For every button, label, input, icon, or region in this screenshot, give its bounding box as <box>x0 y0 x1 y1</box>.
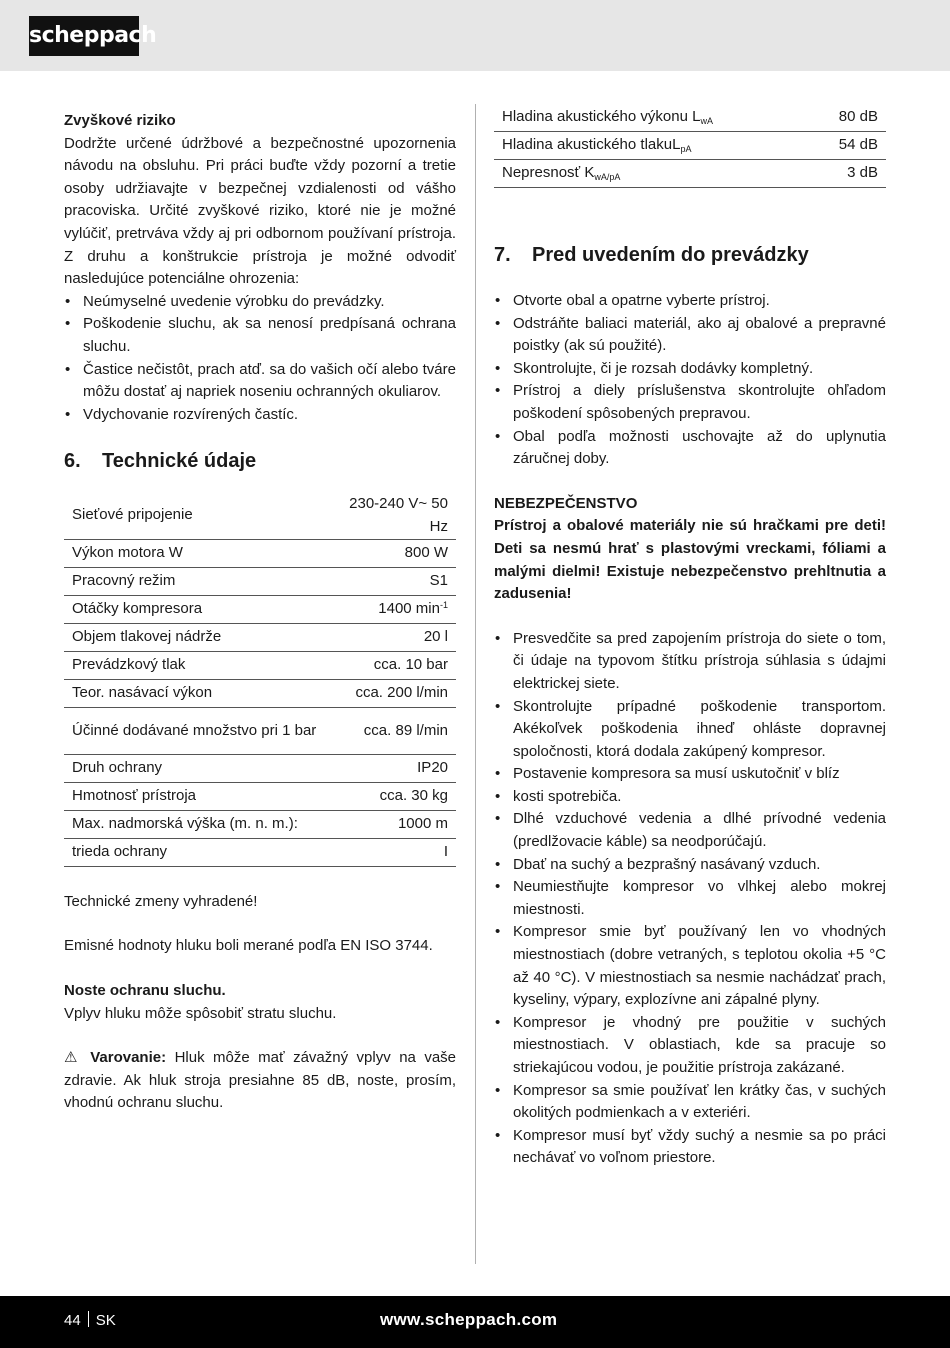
noise-values-table <box>494 104 886 188</box>
spec-value: 20 l <box>336 623 456 651</box>
residual-risk-heading: Zvyškové riziko <box>64 112 176 129</box>
noise-label-subscript: wA/pA <box>594 172 621 183</box>
column-divider <box>475 104 476 1264</box>
spec-value: 1000 m <box>336 810 456 838</box>
page-header <box>0 0 950 71</box>
table-row <box>494 160 886 188</box>
noise-label-text: Nepresnosť K <box>502 164 595 182</box>
spec-label: Hmotnosť prístroja <box>64 782 336 810</box>
hearing-protection-text: Vplyv hluku môže spôsobiť stratu sluchu. <box>64 1004 337 1022</box>
list-item: • Postavenie kompresora sa musí uskutočniť v blíz <box>494 763 886 786</box>
section-title: Pred uvedením do prevádzky <box>532 244 809 266</box>
list-item: • Poškodenie sluchu, ak sa nenosí predpísaná ochrana sluchu. <box>64 313 456 358</box>
table-row <box>64 782 456 810</box>
noise-label <box>494 160 809 188</box>
list-item: • Dbať na suchý a bezprašný nasávaný vzduch. <box>494 854 886 877</box>
spec-value: cca. 30 kg <box>336 782 456 810</box>
table-row <box>64 595 456 623</box>
table-row <box>64 707 456 754</box>
noise-value: 54 dB <box>809 132 886 160</box>
website-link[interactable]: www.scheppach.com <box>380 1310 558 1329</box>
page-indicator <box>64 1310 116 1333</box>
table-row <box>64 623 456 651</box>
table-row <box>64 679 456 707</box>
spec-label: Otáčky kompresora <box>64 595 336 623</box>
spec-label: Teor. nasávací výkon <box>64 679 336 707</box>
spec-value-exponent: -1 <box>439 600 448 611</box>
spec-value: cca. 89 l/min <box>336 707 456 754</box>
table-row <box>494 104 886 132</box>
spec-value: S1 <box>336 567 456 595</box>
warning-triangle-icon: ⚠ <box>64 1049 82 1067</box>
danger-text: Prístroj a obalové materiály nie sú hračkami pre deti! Deti sa nesmú hrať s plastovými vreckami, fóliami a malými dielmi! Existuje nebezpečenstvo prehltnutia a zadusenia! <box>494 517 886 603</box>
warning-text: Hluk môže mať závažný vplyv na vaše zdravie. Ak hluk stroja presiahne 85 dB, noste, prosím, vhodnú ochranu sluchu. <box>64 1049 457 1112</box>
noise-emission-note: Emisné hodnoty hluku boli merané podľa EN ISO 3744. <box>64 937 433 955</box>
list-item: • Neumiestňujte kompresor vo vlhkej alebo mokrej miestnosti. <box>494 876 886 921</box>
residual-risk-paragraph: Dodržte určené údržbové a bezpečnostné upozornenia návodu na obsluhu. Pri práci buďte vždy pozorní a tretie osoby udržiavajte v bezpečnej vzdialenosti od vášho pracoviska. Určité zvyškové riziko, ktoré nie je možné vylúčiť, pretrváva vždy aj pri odbornom používaní prístroja. Z druhu a konštrukcie prístroja je možné odvodiť nasledujúce potenciálne ohrozenia: <box>64 134 456 288</box>
list-item: • Otvorte obal a opatrne vyberte prístroj. <box>494 290 886 313</box>
list-item: • Skontrolujte prípadné poškodenie transportom. Akékoľvek poškodenia ihneď ohláste dopravnej spoločnosti, ktorá dodala zakúpený kompresor. <box>494 696 886 764</box>
list-item: • Kompresor sa smie používať len krátky čas, v suchých okolitých podmienkach a v exteriéri. <box>494 1080 886 1125</box>
warning-paragraph <box>64 1047 456 1115</box>
table-row <box>64 838 456 866</box>
table-row <box>64 492 456 539</box>
noise-label <box>494 104 809 132</box>
page-footer <box>0 1296 950 1348</box>
spec-value: 800 W <box>336 539 456 567</box>
noise-value: 80 dB <box>809 104 886 132</box>
noise-label-text: Hladina akustického výkonu L <box>502 108 701 126</box>
footer-separator <box>88 1311 89 1327</box>
list-item: • Dlhé vzduchové vedenia a dlhé prívodné vedenia (predlžovacie káble) sa neodporúčajú. <box>494 808 886 853</box>
list-item: • Skontrolujte, či je rozsah dodávky kompletný. <box>494 358 886 381</box>
right-column <box>494 104 886 1170</box>
technical-data-table <box>64 492 456 867</box>
spec-label: Max. nadmorská výška (m. n. m.): <box>64 810 336 838</box>
spec-label: Objem tlakovej nádrže <box>64 623 336 651</box>
section-6-heading <box>64 448 456 474</box>
table-row <box>64 810 456 838</box>
spec-label: Účinné dodávané množstvo pri 1 bar <box>64 707 336 754</box>
left-column <box>64 110 456 1115</box>
spec-label: Sieťové pripojenie <box>64 492 336 539</box>
safety-list <box>494 628 886 1170</box>
risk-list <box>64 291 456 427</box>
section-title: Technické údaje <box>102 450 257 473</box>
noise-label-text: Hladina akustického tlakuL <box>502 136 681 154</box>
table-row <box>64 567 456 595</box>
table-row <box>64 651 456 679</box>
noise-label-subscript: pA <box>680 144 692 155</box>
list-item: • Vdychovanie rozvírených častíc. <box>64 404 456 427</box>
list-item: • Kompresor smie byť používaný len vo vhodných miestnostiach (dobre vetraných, s teplotou okolia +5 °C až 40 °C). V miestnostiach sa nesmie nachádzať prach, kyseliny, výpary, explozívne ani zápalné plyny. <box>494 921 886 1011</box>
list-item: • Obal podľa možnosti uschovajte až do uplynutia záručnej doby. <box>494 426 886 471</box>
page-number: 44 <box>64 1312 81 1329</box>
section-number: 6. <box>64 450 81 473</box>
noise-label <box>494 132 809 160</box>
spec-value: IP20 <box>336 754 456 782</box>
spec-value: cca. 200 l/min <box>336 679 456 707</box>
language-code: SK <box>95 1312 116 1329</box>
spec-value <box>336 595 456 623</box>
table-row <box>64 539 456 567</box>
list-item: • Kompresor je vhodný pre použitie v suchých miestnostiach. V oblastiach, kde sa pracuje so striekajúcou vodou, je použitie prístroja zakázané. <box>494 1012 886 1080</box>
section-7-heading <box>494 242 886 268</box>
spec-label: trieda ochrany <box>64 838 336 866</box>
spec-label: Pracovný režim <box>64 567 336 595</box>
scheppach-logo: scheppach <box>29 16 139 56</box>
list-item: • Odstráňte baliaci materiál, ako aj obalové a prepravné poistky (ak sú použité). <box>494 313 886 358</box>
noise-value: 3 dB <box>809 160 886 188</box>
hearing-protection-heading: Noste ochranu sluchu. <box>64 982 226 999</box>
spec-value: cca. 10 bar <box>336 651 456 679</box>
spec-label: Druh ochrany <box>64 754 336 782</box>
list-item: • Kompresor musí byť vždy suchý a nesmie sa po práci nechávať vo voľnom priestore. <box>494 1125 886 1170</box>
startup-list <box>494 290 886 471</box>
spec-value: I <box>336 838 456 866</box>
spec-label: Výkon motora W <box>64 539 336 567</box>
section-number: 7. <box>494 244 511 266</box>
spec-value: 230-240 V~ 50 Hz <box>336 492 456 539</box>
list-item: • Častice nečistôt, prach atď. sa do vašich očí alebo tváre môžu dostať aj napriek noseniu ochranných okuliarov. <box>64 359 456 404</box>
list-item: • Prístroj a diely príslušenstva skontrolujte ohľadom poškodení spôsobených prepravou. <box>494 380 886 425</box>
noise-label-subscript: wA <box>700 116 713 127</box>
list-item: • Neúmyselné uvedenie výrobku do prevádzky. <box>64 291 456 314</box>
technical-changes-note: Technické zmeny vyhradené! <box>64 892 258 910</box>
spec-label: Prevádzkový tlak <box>64 651 336 679</box>
list-item: • Presvedčite sa pred zapojením prístroja do siete o tom, či údaje na typovom štítku prístroja súhlasia s údajmi elektrickej siete. <box>494 628 886 696</box>
list-item: • kosti spotrebiča. <box>494 786 886 809</box>
table-row <box>494 132 886 160</box>
spec-value-text: 1400 min <box>378 600 440 618</box>
danger-heading: NEBEZPEČENSTVO <box>494 494 638 512</box>
warning-label: Varovanie: <box>90 1049 167 1067</box>
table-row <box>64 754 456 782</box>
